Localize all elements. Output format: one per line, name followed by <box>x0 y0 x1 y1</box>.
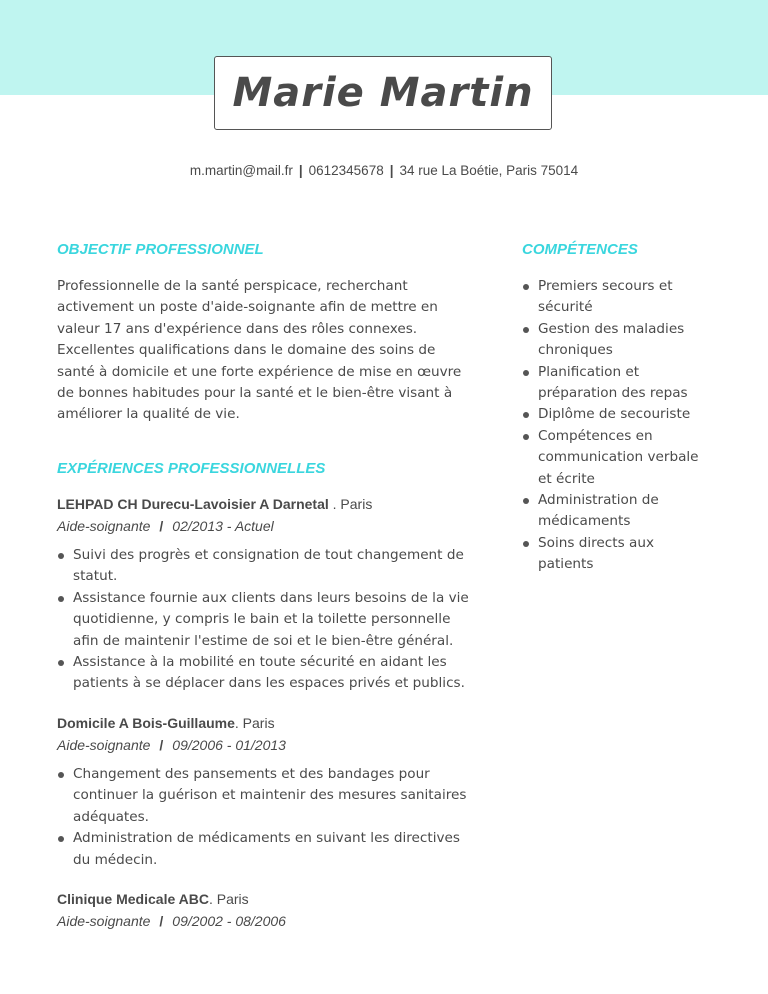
duty-item: Changement des pansements et des bandages pour continuer la guérison et maintenir des mesures sanitaires adéquates. <box>57 764 477 828</box>
job-header <box>57 715 275 731</box>
contact-separator: | <box>389 163 394 178</box>
contact-separator: | <box>298 163 303 178</box>
skill-item: Administration de médicaments <box>522 490 712 533</box>
address: 34 rue La Boétie, Paris 75014 <box>399 163 579 178</box>
job-title-line <box>57 518 274 534</box>
skill-item: Planification et préparation des repas <box>522 362 712 405</box>
objective-text: Professionnelle de la santé perspicace, recherchant activement un poste d'aide-soignante afin de mettre en valeur 17 ans d'expérience dans des rôles connexes. Excellentes qualifications dans le domaine des soins de santé à domicile et une forte expérience de mise en œuvre de bonnes habitudes pour la santé et le bien-être visant à améliorer la qualité de vie. <box>57 278 462 423</box>
job-duties-list <box>57 764 477 871</box>
skill-item: Soins directs aux patients <box>522 533 712 576</box>
objective-heading: OBJECTIF PROFESSIONNEL <box>57 241 264 258</box>
job-duties-list <box>57 545 477 695</box>
job-location: . Paris <box>328 496 373 512</box>
employer-name: Clinique Medicale ABC <box>57 891 209 907</box>
employer-name: LEHPAD CH Durecu-Lavoisier A Darnetal <box>57 496 329 512</box>
employer-name: Domicile A Bois-Guillaume <box>57 715 235 731</box>
job-title: Aide-soignante <box>57 737 151 753</box>
title-date-separator: / <box>159 737 164 753</box>
email: m.martin@mail.fr <box>189 163 293 178</box>
job-title: Aide-soignante <box>57 913 151 929</box>
job-location: . Paris <box>234 715 275 731</box>
job-title: Aide-soignante <box>57 518 151 534</box>
duty-item: Assistance fournie aux clients dans leurs besoins de la vie quotidienne, y compris le bain et la toilette personnelle afin de maintenir l'estime de soi et le bien-être général. <box>57 588 477 652</box>
skill-item: Diplôme de secouriste <box>522 404 712 425</box>
candidate-name: Marie Martin <box>232 70 534 116</box>
job-location: . Paris <box>208 891 249 907</box>
skill-item: Gestion des maladies chroniques <box>522 319 712 362</box>
job-dates: 09/2006 - 01/2013 <box>172 737 286 753</box>
experience-heading: EXPÉRIENCES PROFESSIONNELLES <box>57 460 326 477</box>
phone: 0612345678 <box>308 163 384 178</box>
duty-item: Suivi des progrès et consignation de tout changement de statut. <box>57 545 477 588</box>
name-box <box>214 56 552 130</box>
duty-item: Assistance à la mobilité en toute sécurité en aidant les patients à se déplacer dans les espaces privés et publics. <box>57 652 477 695</box>
contact-line <box>0 163 768 178</box>
skills-heading: COMPÉTENCES <box>522 241 638 258</box>
skill-item: Premiers secours et sécurité <box>522 276 712 319</box>
job-title-line <box>57 737 286 753</box>
job-header <box>57 496 372 512</box>
duty-item: Administration de médicaments en suivant les directives du médecin. <box>57 828 477 871</box>
job-header <box>57 891 249 907</box>
skills-list <box>522 276 712 576</box>
job-dates: 09/2002 - 08/2006 <box>172 913 286 929</box>
title-date-separator: / <box>159 913 164 929</box>
skill-item: Compétences en communication verbale et écrite <box>522 426 712 490</box>
job-title-line <box>57 913 286 929</box>
title-date-separator: / <box>159 518 164 534</box>
job-dates: 02/2013 - Actuel <box>172 518 274 534</box>
